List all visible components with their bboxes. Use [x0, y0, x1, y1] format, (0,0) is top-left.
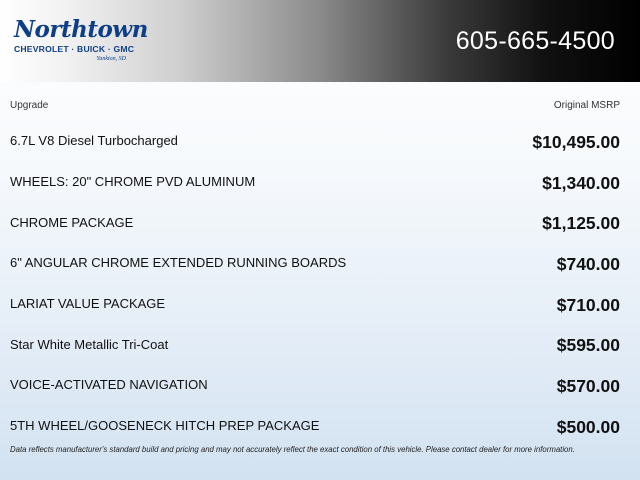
logo-name: Northtown: [14, 16, 148, 43]
header-banner: [0, 0, 640, 82]
upgrade-label: 5TH WHEEL/GOOSENECK HITCH PREP PACKAGE: [10, 418, 320, 434]
logo-brands: CHEVROLET · BUICK · GMC: [14, 44, 135, 54]
table-row: [10, 325, 620, 366]
upgrade-price: $740.00: [556, 253, 620, 274]
upgrade-label: 6" ANGULAR CHROME EXTENDED RUNNING BOARDS: [10, 255, 347, 271]
upgrade-label: LARIAT VALUE PACKAGE: [10, 296, 166, 312]
upgrade-price: $570.00: [556, 375, 620, 396]
upgrade-price: $10,495.00: [532, 131, 620, 152]
upgrade-price: $1,340.00: [542, 172, 620, 193]
upgrade-label: WHEELS: 20" CHROME PVD ALUMINUM: [10, 174, 256, 190]
upgrade-label: Star White Metallic Tri-Coat: [10, 336, 169, 352]
table-row: [10, 285, 620, 326]
dealer-logo: [14, 16, 148, 64]
column-headers: [10, 100, 620, 114]
upgrade-price: $595.00: [556, 335, 620, 356]
table-row: [10, 244, 620, 285]
upgrade-label: VOICE-ACTIVATED NAVIGATION: [10, 377, 208, 393]
upgrade-label: CHROME PACKAGE: [10, 214, 134, 230]
upgrade-list: [10, 122, 620, 448]
disclaimer-text: Data reflects manufacturer's standard build and pricing and may not accurately reflect the exact condition of this vehicle. Please contact dealer for more information.: [10, 445, 575, 454]
table-row: [10, 203, 620, 244]
table-row: [10, 163, 620, 204]
dealer-phone: 605-665-4500: [455, 27, 615, 55]
table-row: [10, 366, 620, 407]
upgrade-price: $1,125.00: [542, 213, 620, 234]
col-header-upgrade: Upgrade: [10, 100, 49, 111]
upgrade-price: $710.00: [556, 294, 620, 315]
logo-city: Yankton, SD: [96, 56, 126, 62]
col-header-msrp: Original MSRP: [553, 100, 620, 111]
table-row: [10, 122, 620, 163]
table-row: [10, 407, 620, 448]
upgrade-price: $500.00: [556, 416, 620, 437]
upgrade-label: 6.7L V8 Diesel Turbocharged: [10, 133, 178, 149]
